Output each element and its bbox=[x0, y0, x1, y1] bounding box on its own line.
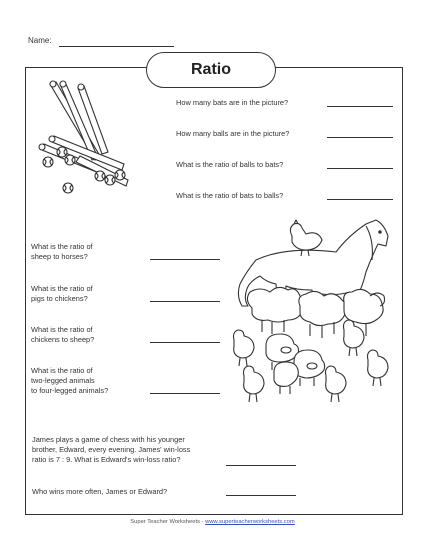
answer-blank-sheep-to-horses[interactable] bbox=[150, 259, 220, 260]
answer-blank-two-to-four-legged[interactable] bbox=[150, 393, 220, 394]
problem-line: ratio is 7 : 9. What is Edward's win-loss ratio? bbox=[32, 455, 181, 464]
footer bbox=[0, 519, 425, 525]
answer-blank-chickens-to-sheep[interactable] bbox=[150, 342, 220, 343]
page-title: Ratio bbox=[191, 61, 231, 78]
footer-link[interactable]: www.superteacherworksheets.com bbox=[205, 519, 295, 525]
question-line: to four-legged animals? bbox=[31, 386, 109, 395]
ball-icon bbox=[115, 170, 125, 180]
answer-blank-who-wins[interactable] bbox=[226, 495, 296, 496]
footer-brand: Super Teacher Worksheets bbox=[130, 519, 200, 525]
pig-icon bbox=[274, 362, 298, 394]
farm-animals-illustration bbox=[226, 216, 394, 414]
ball-icon bbox=[43, 157, 53, 167]
question-line: pigs to chickens? bbox=[31, 294, 88, 303]
question-bats-count: How many bats are in the picture? bbox=[176, 98, 289, 107]
chicken-icon bbox=[244, 366, 265, 402]
answer-blank-bats-count[interactable] bbox=[327, 106, 393, 107]
ball-icon bbox=[105, 175, 115, 185]
question-line: sheep to horses? bbox=[31, 252, 88, 261]
question-two-to-four-legged bbox=[31, 366, 108, 396]
problem-line: brother, Edward, every evening. James' win-loss bbox=[32, 445, 191, 454]
question-line: What is the ratio of bbox=[31, 366, 93, 375]
question-line: What is the ratio of bbox=[31, 242, 93, 251]
name-label: Name: bbox=[28, 36, 52, 45]
pig-icon bbox=[294, 350, 325, 386]
question-line: What is the ratio of bbox=[31, 284, 93, 293]
answer-blank-pigs-to-chickens[interactable] bbox=[150, 301, 220, 302]
question-line: chickens to sheep? bbox=[31, 335, 95, 344]
bats-and-balls-illustration bbox=[36, 78, 136, 198]
footer-separator: - bbox=[199, 519, 206, 525]
answer-blank-edward-ratio[interactable] bbox=[226, 465, 296, 466]
question-line: two-legged animals bbox=[31, 376, 95, 385]
question-balls-to-bats: What is the ratio of balls to bats? bbox=[176, 160, 284, 169]
chicken-icon bbox=[234, 330, 255, 366]
question-bats-to-balls: What is the ratio of bats to balls? bbox=[176, 191, 284, 200]
problem-line: James plays a game of chess with his younger bbox=[32, 435, 185, 444]
answer-blank-balls-to-bats[interactable] bbox=[327, 168, 393, 169]
question-chickens-to-sheep bbox=[31, 325, 94, 345]
chicken-icon bbox=[368, 350, 389, 386]
chess-word-problem bbox=[32, 435, 190, 465]
question-sheep-to-horses bbox=[31, 242, 93, 262]
question-who-wins: Who wins more often, James or Edward? bbox=[32, 487, 168, 496]
sheep-icon bbox=[247, 287, 303, 334]
chicken-icon bbox=[344, 320, 365, 356]
ball-icon bbox=[63, 183, 73, 193]
ball-icon bbox=[95, 171, 105, 181]
chicken-icon bbox=[326, 366, 347, 402]
question-balls-count: How many balls are in the picture? bbox=[176, 129, 290, 138]
title-pill bbox=[146, 52, 276, 88]
ball-icon bbox=[57, 147, 67, 157]
answer-blank-balls-count[interactable] bbox=[327, 137, 393, 138]
ball-icon bbox=[65, 155, 75, 165]
answer-blank-bats-to-balls[interactable] bbox=[327, 199, 393, 200]
name-field[interactable] bbox=[59, 46, 174, 47]
question-pigs-to-chickens bbox=[31, 284, 93, 304]
sheep-icon bbox=[299, 291, 347, 338]
question-line: What is the ratio of bbox=[31, 325, 93, 334]
